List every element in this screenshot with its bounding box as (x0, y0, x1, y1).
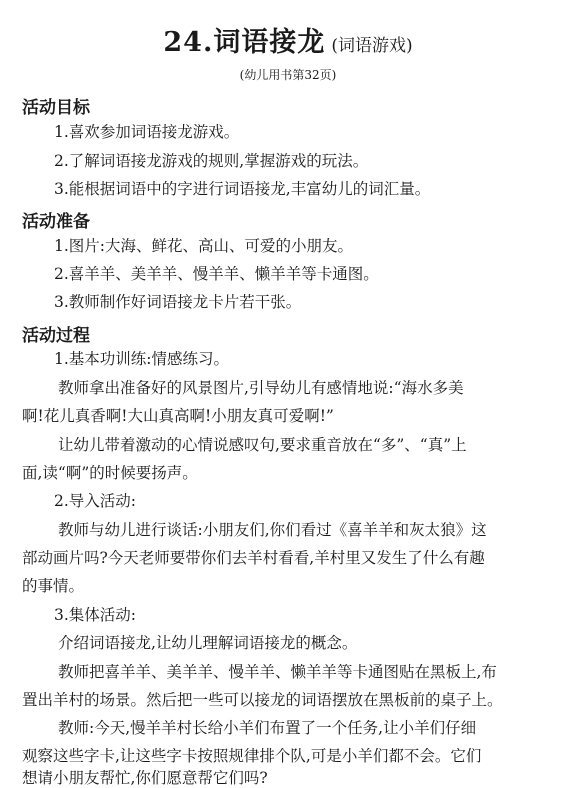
prep-item: 1.图片:大海、鲜花、高山、可爱的小朋友。 (54, 237, 354, 255)
lesson-title-main: 24.词语接龙 (163, 27, 326, 58)
process-line: 的事情。 (22, 577, 85, 595)
goals-item: 3.能根据词语中的字进行词语接龙,丰富幼儿的词汇量。 (54, 180, 431, 198)
process-line: 3.集体活动: (54, 606, 137, 624)
process-heading: 活动过程 (22, 326, 90, 346)
goals-heading: 活动目标 (22, 98, 90, 118)
lesson-title-subtitle: (词语游戏) (331, 36, 413, 56)
prep-heading: 活动准备 (22, 212, 90, 232)
process-line: 1.基本功训练:情感练习。 (54, 350, 230, 368)
process-line: 2.导入活动: (54, 492, 137, 510)
process-line: 啊!花儿真香啊!大山真高啊!小朋友真可爱啊!” (22, 407, 334, 425)
process-line: 面,读“啊”的时候要扬声。 (22, 464, 198, 482)
process-line: 介绍词语接龙,让幼儿理解词语接龙的概念。 (58, 634, 358, 652)
process-line: 教师与幼儿进行谈话:小朋友们,你们看过《喜羊羊和灰太狼》这 (58, 521, 487, 539)
process-line: 教师拿出准备好的风景图片,引导幼儿有感情地说:“海水多美 (58, 379, 464, 397)
process-line: 想请小朋友帮忙,你们愿意帮它们吗? (22, 769, 268, 787)
process-line: 观察这些字卡,让这些字卡按照规律排个队,可是小羊们都不会。它们 (22, 747, 482, 765)
goals-item: 2.了解词语接龙游戏的规则,掌握游戏的玩法。 (54, 152, 369, 170)
process-line: 教师:今天,慢羊羊村长给小羊们布置了一个任务,让小羊们仔细 (58, 719, 477, 737)
process-line: 部动画片吗?今天老师要带你们去羊村看看,羊村里又发生了什么有趣 (22, 549, 485, 567)
prep-item: 3.教师制作好词语接龙卡片若干张。 (54, 293, 302, 311)
process-line: 置出羊村的场景。然后把一些可以接龙的词语摆放在黑板前的桌子上。 (22, 691, 503, 709)
goals-item: 1.喜欢参加词语接龙游戏。 (54, 123, 240, 141)
book-page-reference: (幼儿用书第32页) (239, 68, 337, 82)
prep-item: 2.喜羊羊、美羊羊、慢羊羊、懒羊羊等卡通图。 (54, 265, 379, 283)
lesson-title (0, 20, 576, 59)
process-line: 让幼儿带着激动的心情说感叹句,要求重音放在“多”、“真”上 (58, 436, 467, 454)
process-line: 教师把喜羊羊、美羊羊、慢羊羊、懒羊羊等卡通图贴在黑板上,布 (58, 663, 497, 681)
